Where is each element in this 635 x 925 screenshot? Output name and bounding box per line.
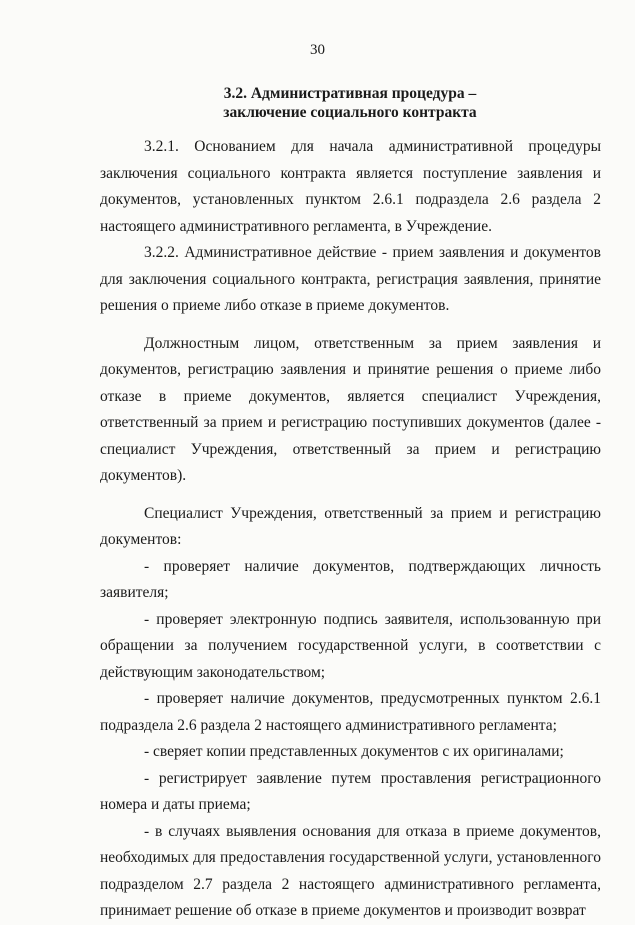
paragraph-3-2-2: 3.2.2. Административное действие - прием заявления и документов для заключения социального контракта, регистрация заявления, принятие решения о приеме либо отказе в приеме документов.	[100, 244, 601, 314]
section-heading	[0, 84, 635, 122]
paragraph-responsible-official: Должностным лицом, ответственным за прием заявления и документов, регистрацию заявления и принятие решения о приеме либо отказе в приеме документов, является специалист Учреждения, ответственный за прием и регистрацию поступивших документов (далее - специалист Учреждения, ответственный за прием и регистрацию документов).	[100, 334, 601, 484]
list-item-refusal-decision: - в случаях выявления основания для отказа в приеме документов, необходимых для предоставления государственной услуги, установленного подразделом 2.7 раздела 2 настоящего административного регламента, принимает решение об отказе в приеме документов и производит возврат	[100, 822, 601, 919]
list-item-check-documents: - проверяет наличие документов, предусмотренных пунктом 2.6.1 подраздела 2.6 раздела 2 настоящего административного регламента;	[100, 690, 601, 734]
page-number: 30	[310, 42, 325, 58]
list-item-check-identity: - проверяет наличие документов, подтверждающих личность заявителя;	[100, 557, 601, 601]
paragraph-specialist-duties-intro: Специалист Учреждения, ответственный за прием и регистрацию документов:	[100, 504, 601, 548]
paragraph-3-2-1: 3.2.1. Основанием для начала административной процедуры заключения социального контракта является поступление заявления и документов, установленных пунктом 2.6.1 подраздела 2.6 раздела 2 настоящего административного регламента, в Учреждение.	[100, 138, 601, 235]
list-item-compare-copies: - сверяет копии представленных документов с их оригиналами;	[144, 743, 564, 760]
section-heading-line-1: 3.2. Административная процедура –	[223, 85, 477, 102]
section-heading-line-2: заключение социального контракта	[223, 104, 477, 121]
document-body	[100, 134, 601, 925]
list-item-register-application: - регистрирует заявление путем проставления регистрационного номера и даты приема;	[100, 769, 601, 813]
list-item-check-signature: - проверяет электронную подпись заявителя, использованную при обращении за получением государственной услуги, в соответствии с действующим законодательством;	[100, 610, 601, 681]
